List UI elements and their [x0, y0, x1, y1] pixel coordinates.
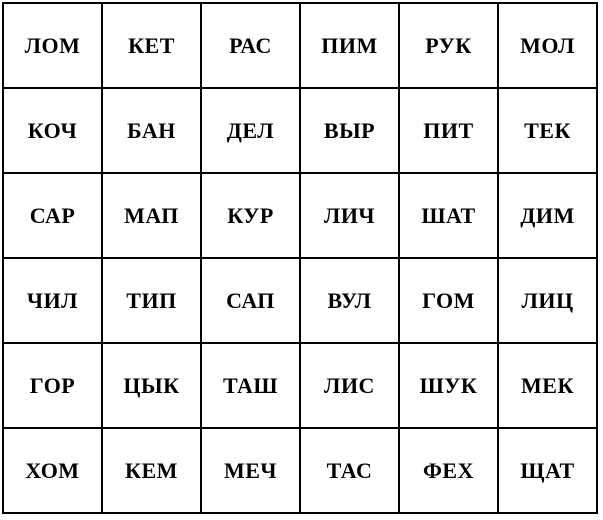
grid-cell: ВЫР [300, 88, 399, 173]
grid-row [3, 343, 597, 428]
grid-cell: МОЛ [498, 3, 597, 88]
grid-row [3, 258, 597, 343]
grid-cell: ТИП [102, 258, 201, 343]
grid-cell: ФЕХ [399, 428, 498, 513]
grid-row [3, 173, 597, 258]
grid-cell: РУК [399, 3, 498, 88]
grid-cell: ЛОМ [3, 3, 102, 88]
grid-cell: КЕТ [102, 3, 201, 88]
grid-cell: ПИТ [399, 88, 498, 173]
grid-cell: ЛИЦ [498, 258, 597, 343]
grid-cell: КОЧ [3, 88, 102, 173]
grid-cell: ТАС [300, 428, 399, 513]
grid-cell: ТЕК [498, 88, 597, 173]
grid-cell: ПИМ [300, 3, 399, 88]
grid-cell: ДЕЛ [201, 88, 300, 173]
grid-cell: МЕЧ [201, 428, 300, 513]
grid-cell: КЕМ [102, 428, 201, 513]
grid-cell: ТАШ [201, 343, 300, 428]
grid-cell: ЧИЛ [3, 258, 102, 343]
grid-cell: МАП [102, 173, 201, 258]
grid-cell: ШАТ [399, 173, 498, 258]
grid-cell: ШУК [399, 343, 498, 428]
grid-row [3, 428, 597, 513]
grid-cell: ЛИС [300, 343, 399, 428]
grid-cell: КУР [201, 173, 300, 258]
grid-cell: ГОР [3, 343, 102, 428]
grid-cell: БАН [102, 88, 201, 173]
grid-cell: РАС [201, 3, 300, 88]
grid-cell: ХОМ [3, 428, 102, 513]
grid-row [3, 88, 597, 173]
grid-cell: ГОМ [399, 258, 498, 343]
grid-cell: ДИМ [498, 173, 597, 258]
grid-cell: ЦЫК [102, 343, 201, 428]
grid-cell: ВУЛ [300, 258, 399, 343]
grid-cell: ЩАТ [498, 428, 597, 513]
grid-cell: САП [201, 258, 300, 343]
grid-cell: САР [3, 173, 102, 258]
grid-cell: МЕК [498, 343, 597, 428]
syllable-grid [2, 2, 598, 514]
grid-cell: ЛИЧ [300, 173, 399, 258]
grid-row [3, 3, 597, 88]
